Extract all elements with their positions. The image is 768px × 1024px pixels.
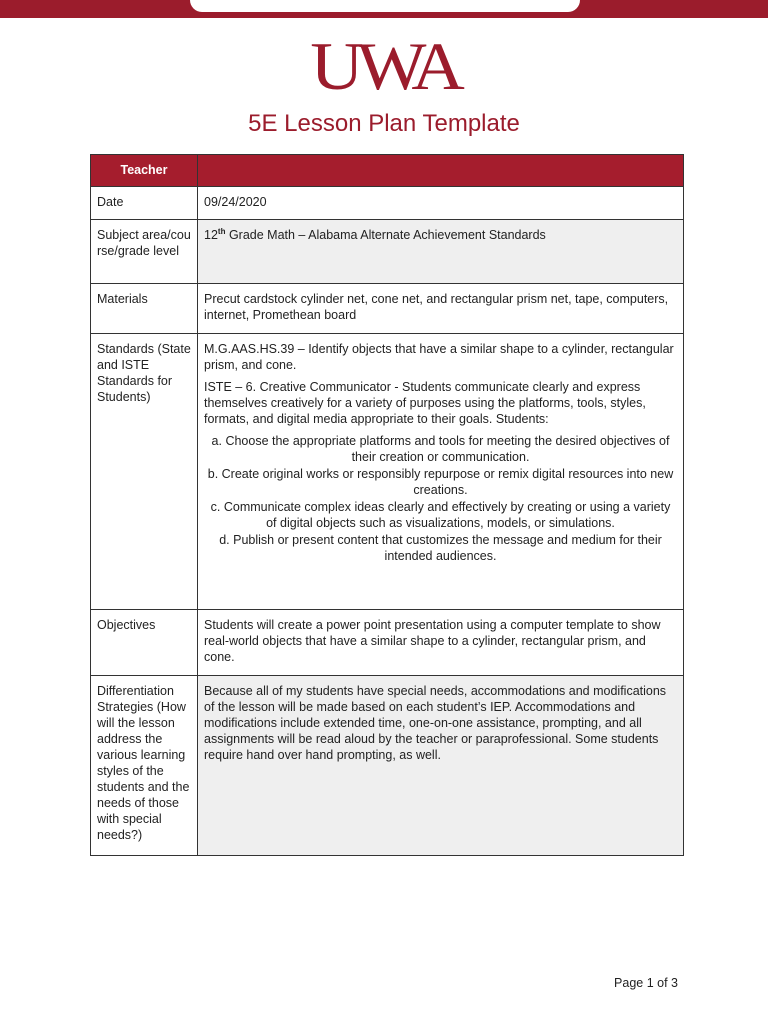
grade-superscript: th — [217, 226, 226, 236]
standards-label: Standards (State and ISTE Standards for Students) — [91, 334, 198, 610]
standard-iste: ISTE – 6. Creative Communicator - Students communicate clearly and express themselves creatively for a variety of purposes using the platforms, tools, styles, formats, and digital media appropriate to their goals. Students: — [204, 380, 646, 426]
header-notch — [190, 0, 580, 12]
page-number: Page 1 of 3 — [614, 976, 678, 990]
subject-row — [91, 220, 684, 284]
differentiation-label: Differentiation Strategies (How will the lesson address the various learning styles of the students and the needs of those with special needs?) — [91, 676, 198, 856]
subject-text: Grade Math – Alabama Alternate Achievement Standards — [225, 228, 546, 242]
teacher-row — [91, 155, 684, 187]
standards-row — [91, 334, 684, 610]
uwa-logo: UWA — [310, 29, 458, 105]
materials-label: Materials — [91, 284, 198, 334]
iste-list — [204, 433, 677, 564]
subject-value — [198, 220, 684, 284]
iste-item: b. Create original works or responsibly repurpose or remix digital resources into new creations. — [207, 467, 674, 497]
iste-item: d. Publish or present content that customizes the message and medium for their intended audiences. — [219, 533, 662, 563]
objectives-row — [91, 610, 684, 676]
subject-label: Subject area/course/grade level — [91, 220, 198, 284]
date-label: Date — [91, 187, 198, 220]
date-row — [91, 187, 684, 220]
differentiation-row — [91, 676, 684, 856]
differentiation-value: Because all of my students have special needs, accommodations and modifications of the lesson will be made based on each student’s IEP. Accommodations and modifications include extended time, one-on-one assistance, prompting, and all assignments will be read aloud by the teacher or paraprofessional. Some students require hand over hand prompting, as well. — [198, 676, 684, 856]
teacher-label: Teacher — [91, 155, 198, 187]
iste-item: a. Choose the appropriate platforms and tools for meeting the desired objectives of their creation or communication. — [211, 434, 670, 464]
standard-state: M.G.AAS.HS.39 – Identify objects that have a similar shape to a cylinder, rectangular prism, and cone. — [204, 342, 674, 372]
grade-number: 12 — [204, 228, 218, 242]
document-title: 5E Lesson Plan Template — [248, 110, 520, 137]
iste-item: c. Communicate complex ideas clearly and effectively by creating or using a variety of digital objects such as visualizations, models, or simulations. — [210, 500, 671, 530]
materials-value: Precut cardstock cylinder net, cone net, and rectangular prism net, tape, computers, internet, Promethean board — [198, 284, 684, 334]
objectives-value: Students will create a power point presentation using a computer template to show real-world objects that have a similar shape to a cylinder, rectangular prism, and cone. — [198, 610, 684, 676]
lesson-plan-table — [90, 154, 684, 856]
materials-row — [91, 284, 684, 334]
standards-value — [198, 334, 684, 610]
teacher-value — [198, 155, 684, 187]
objectives-label: Objectives — [91, 610, 198, 676]
date-value: 09/24/2020 — [198, 187, 684, 220]
